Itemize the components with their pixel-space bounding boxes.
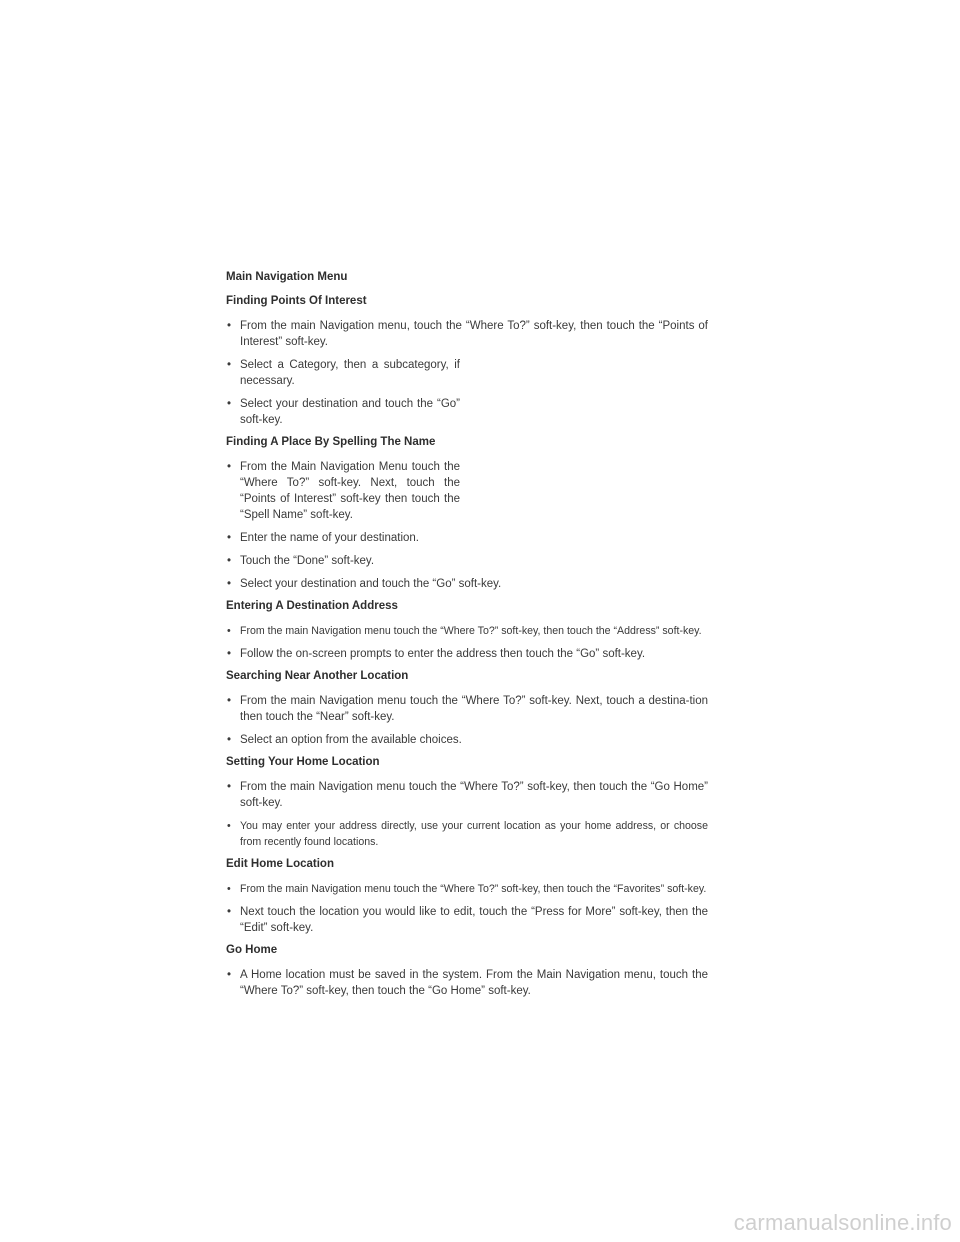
section-heading: Main Navigation Menu xyxy=(226,271,348,283)
list-item: • Follow the on-screen prompts to enter the address then touch the “Go” soft-key. xyxy=(227,648,646,660)
document-body xyxy=(226,270,708,1006)
section-heading: Go Home xyxy=(226,944,278,956)
list-item: • From the main Navigation menu touch the “Where To?” soft-key, then touch the “Address” soft-key. xyxy=(227,625,702,637)
list-item: • A Home location must be saved in the system. From the Main Navigation menu, touch the “Where To?” soft-key, then touch the “Go Home” soft-key. xyxy=(227,969,708,997)
list-item: • Select a Category, then a subcategory, if necessary. xyxy=(227,359,460,387)
list-item: • From the main Navigation menu, touch the “Where To?” soft-key, then touch the “Points of Interest” soft-key. xyxy=(227,320,708,348)
section-heading: Searching Near Another Location xyxy=(226,670,409,682)
list-item: • Next touch the location you would like to edit, touch the “Press for More” soft-key, then the “Edit” soft-key. xyxy=(227,906,708,934)
section-heading: Finding Points Of Interest xyxy=(226,295,367,307)
section-heading: Setting Your Home Location xyxy=(226,756,380,768)
section-heading: Entering A Destination Address xyxy=(226,600,398,612)
section-heading: Finding A Place By Spelling The Name xyxy=(226,436,436,448)
section-heading: Edit Home Location xyxy=(226,858,334,870)
list-item: • Select your destination and touch the “Go” soft-key. xyxy=(227,398,460,426)
list-item: • Touch the “Done” soft-key. xyxy=(227,555,375,567)
list-item: • Select an option from the available choices. xyxy=(227,734,462,746)
list-item: • From the main Navigation menu touch the “Where To?” soft-key, then touch the “Go Home” soft-key. xyxy=(227,781,708,809)
list-item: • From the main Navigation menu touch the “Where To?” soft-key, then touch the “Favorites” soft-key. xyxy=(227,883,707,895)
list-item: • Enter the name of your destination. xyxy=(227,532,419,544)
watermark-text: carmanualsonline.info xyxy=(733,1210,952,1235)
list-item: • From the main Navigation menu touch the “Where To?” soft-key. Next, touch a destina-tion then touch the “Near” soft-key. xyxy=(227,695,708,723)
list-item: • From the Main Navigation Menu touch the “Where To?” soft-key. Next, touch the “Points of Interest” soft-key then touch the “Spell Name” soft-key. xyxy=(227,461,460,521)
list-item: • You may enter your address directly, use your current location as your home address, or choose from recently found locations. xyxy=(227,820,708,848)
list-item: • Select your destination and touch the “Go” soft-key. xyxy=(227,578,502,590)
